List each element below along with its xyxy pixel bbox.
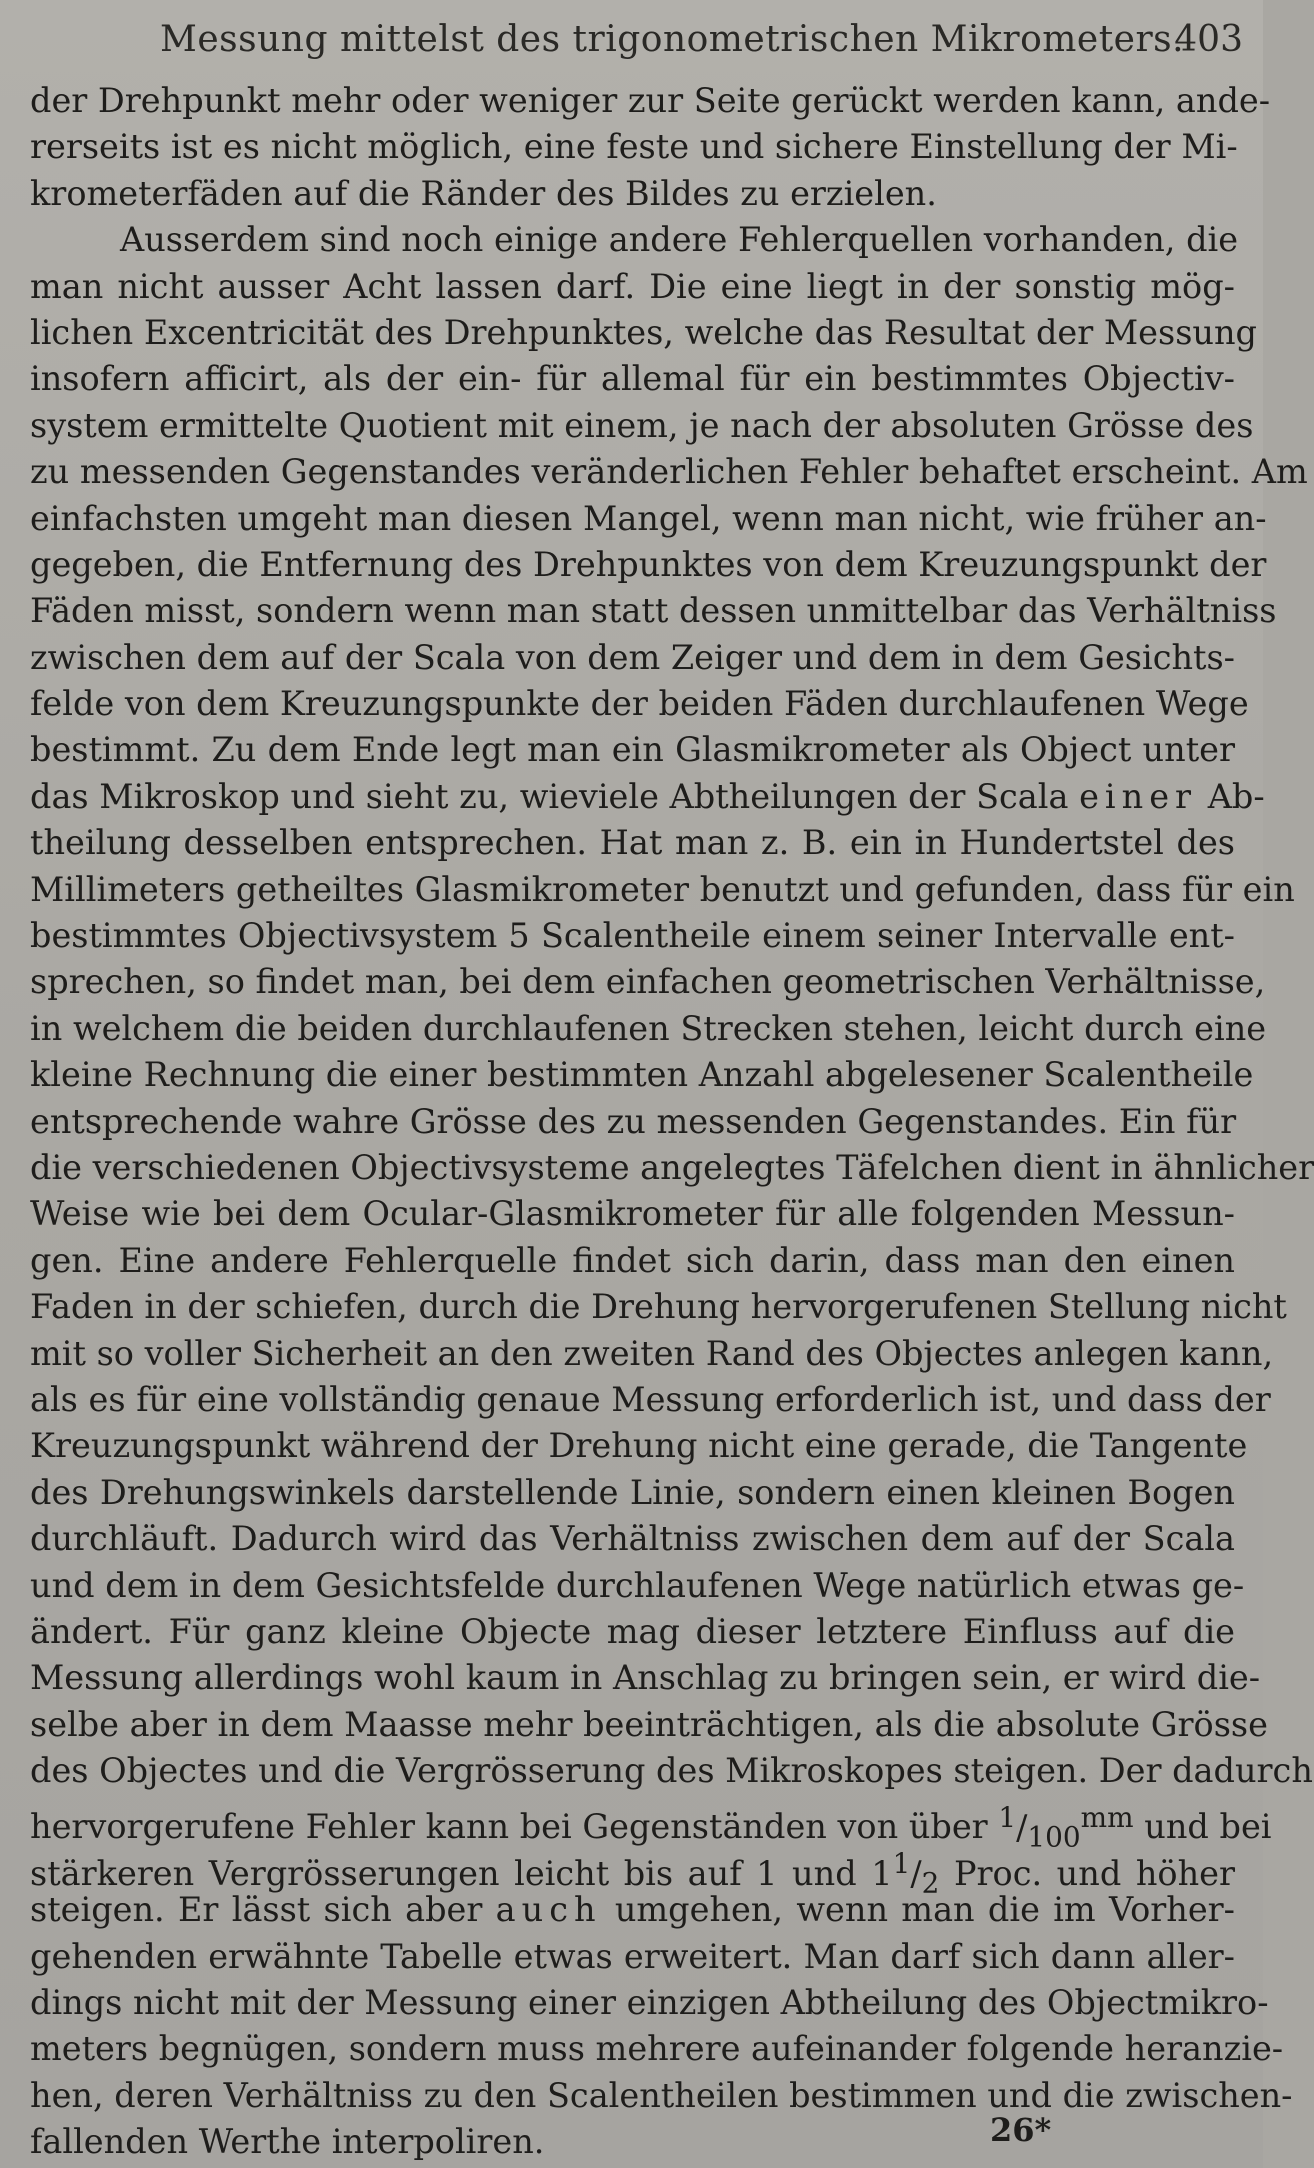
text-line bbox=[30, 774, 1265, 820]
text-line: gegeben, die Entfernung des Drehpunktes von dem Kreuzungspunkt der bbox=[30, 544, 1267, 584]
text-line: einfachsten umgeht man diesen Mangel, wenn man nicht, wie früher an- bbox=[30, 498, 1267, 538]
text-line: Kreuzungspunkt während der Drehung nicht eine gerade, die Tangente bbox=[30, 1426, 1248, 1466]
text-line: Weise wie bei dem Ocular-Glasmikrometer für alle folgenden Messun- bbox=[30, 1194, 1235, 1234]
body-text bbox=[30, 78, 1314, 2166]
text-line: theilung desselben entsprechen. Hat man z. B. ein in Hundertstel des bbox=[30, 823, 1235, 863]
text-segment: hervorgerufene Fehler kann bei Gegenständen von über bbox=[30, 1807, 988, 1847]
text-line: die verschiedenen Objectivsysteme angelegtes Täfelchen dient in ähnlicher bbox=[30, 1147, 1314, 1187]
text-line bbox=[30, 1887, 1235, 1933]
spaced-word: auch bbox=[495, 1890, 602, 1930]
text-line: krometerfäden auf die Ränder des Bildes zu erzielen. bbox=[30, 173, 937, 213]
text-line: felde von dem Kreuzungspunkte der beiden Fäden durchlaufenen Wege bbox=[30, 684, 1249, 724]
text-line bbox=[30, 1794, 1272, 1854]
signature-mark: 26* bbox=[990, 2111, 1052, 2149]
text-segment: steigen. Er lässt sich aber bbox=[30, 1890, 483, 1930]
text-line: in welchem die beiden durchlaufenen Strecken stehen, leicht durch eine bbox=[30, 1008, 1267, 1048]
text-line: als es für eine vollständig genaue Messung erforderlich ist, und dass der bbox=[30, 1379, 1271, 1419]
text-line: der Drehpunkt mehr oder weniger zur Seite gerückt werden kann, ande- bbox=[30, 81, 1271, 120]
page-number: 403 bbox=[1174, 19, 1243, 60]
running-header bbox=[160, 12, 1243, 68]
text-line: dings nicht mit der Messung einer einzigen Abtheilung des Objectmikro- bbox=[30, 1983, 1269, 2023]
fraction-one-and-half: $1^1/_2$ bbox=[871, 1846, 940, 1900]
text-segment: das Mikroskop und sieht zu, wieviele Abtheilungen der Scala bbox=[30, 776, 1069, 816]
text-segment: Proc. und höher bbox=[953, 1854, 1235, 1893]
text-line: rerseits ist es nicht möglich, eine feste und sichere Einstellung der Mi- bbox=[30, 127, 1238, 167]
text-line: ändert. Für ganz kleine Objecte mag dieser letztere Einfluss auf die bbox=[30, 1611, 1235, 1651]
text-line: mit so voller Sicherheit an den zweiten Rand des Objectes anlegen kann, bbox=[30, 1333, 1274, 1373]
text-line: bestimmtes Objectivsystem 5 Scalentheile einem seiner Intervalle ent- bbox=[30, 916, 1235, 956]
text-line: des Drehungswinkels darstellende Linie, sondern einen kleinen Bogen bbox=[30, 1472, 1235, 1512]
text-line: bestimmt. Zu dem Ende legt man ein Glasmikrometer als Object unter bbox=[30, 730, 1235, 770]
fraction-hundredth-mm: $^1/_{100}^{mm}$ bbox=[998, 1800, 1134, 1854]
text-line: kleine Rechnung die einer bestimmten Anzahl abgelesener Scalentheile bbox=[30, 1055, 1254, 1095]
text-segment: stärkeren Vergrösserungen leicht bis auf 1 und bbox=[30, 1854, 857, 1893]
text-line: gehenden erwähnte Tabelle etwas erweitert. Man darf sich dann aller- bbox=[30, 1936, 1235, 1976]
text-segment: umgehen, wenn man die im Vorher- bbox=[614, 1890, 1235, 1930]
text-line: durchläuft. Dadurch wird das Verhältniss zwischen dem auf der Scala bbox=[30, 1519, 1235, 1559]
text-line: fallenden Werthe interpoliren. bbox=[30, 2122, 545, 2162]
text-line: Ausserdem sind noch einige andere Fehlerquellen vorhanden, die bbox=[120, 220, 1239, 260]
text-line: Millimeters getheiltes Glasmikrometer benutzt und gefunden, dass für ein bbox=[30, 869, 1295, 909]
text-line: Messung allerdings wohl kaum in Anschlag zu bringen sein, er wird die- bbox=[30, 1658, 1261, 1698]
text-line: zu messenden Gegenstandes veränderlichen Fehler behaftet erscheint. Am bbox=[30, 452, 1308, 492]
spaced-word: einer bbox=[1079, 776, 1198, 816]
text-line: zwischen dem auf der Scala von dem Zeiger und dem in dem Gesichts- bbox=[30, 637, 1235, 677]
text-line: und dem in dem Gesichtsfelde durchlaufenen Wege natürlich etwas ge- bbox=[30, 1565, 1245, 1605]
text-line: man nicht ausser Acht lassen darf. Die eine liegt in der sonstig mög- bbox=[30, 266, 1235, 306]
text-line: selbe aber in dem Maasse mehr beeinträchtigen, als die absolute Grösse bbox=[30, 1704, 1268, 1744]
text-line: insofern afficirt, als der ein- für allemal für ein bestimmtes Objectiv- bbox=[30, 359, 1235, 399]
text-line bbox=[30, 1841, 1235, 1900]
text-line: des Objectes und die Vergrösserung des Mikroskopes steigen. Der dadurch bbox=[30, 1751, 1313, 1791]
text-line: sprechen, so findet man, bei dem einfachen geometrischen Verhältnisse, bbox=[30, 962, 1266, 1002]
text-line: hen, deren Verhältniss zu den Scalentheilen bestimmen und die zwischen- bbox=[30, 2075, 1293, 2115]
text-line: meters begnügen, sondern muss mehrere aufeinander folgende heranzie- bbox=[30, 2029, 1284, 2069]
text-line: Faden in der schiefen, durch die Drehung hervorgerufenen Stellung nicht bbox=[30, 1287, 1287, 1327]
text-line: gen. Eine andere Fehlerquelle findet sich darin, dass man den einen bbox=[30, 1240, 1235, 1280]
text-line: lichen Excentricität des Drehpunktes, welche das Resultat der Messung bbox=[30, 312, 1257, 352]
text-line: system ermittelte Quotient mit einem, je nach der absoluten Grösse des bbox=[30, 405, 1254, 445]
text-segment: Ab- bbox=[1207, 776, 1265, 816]
text-line: Fäden misst, sondern wenn man statt dessen unmittelbar das Verhältniss bbox=[30, 591, 1277, 631]
text-line: entsprechende wahre Grösse des zu messenden Gegenstandes. Ein für bbox=[30, 1101, 1237, 1141]
running-title: Messung mittelst des trigonometrischen Mikrometers. bbox=[160, 19, 1185, 60]
text-segment: und bei bbox=[1144, 1807, 1272, 1847]
